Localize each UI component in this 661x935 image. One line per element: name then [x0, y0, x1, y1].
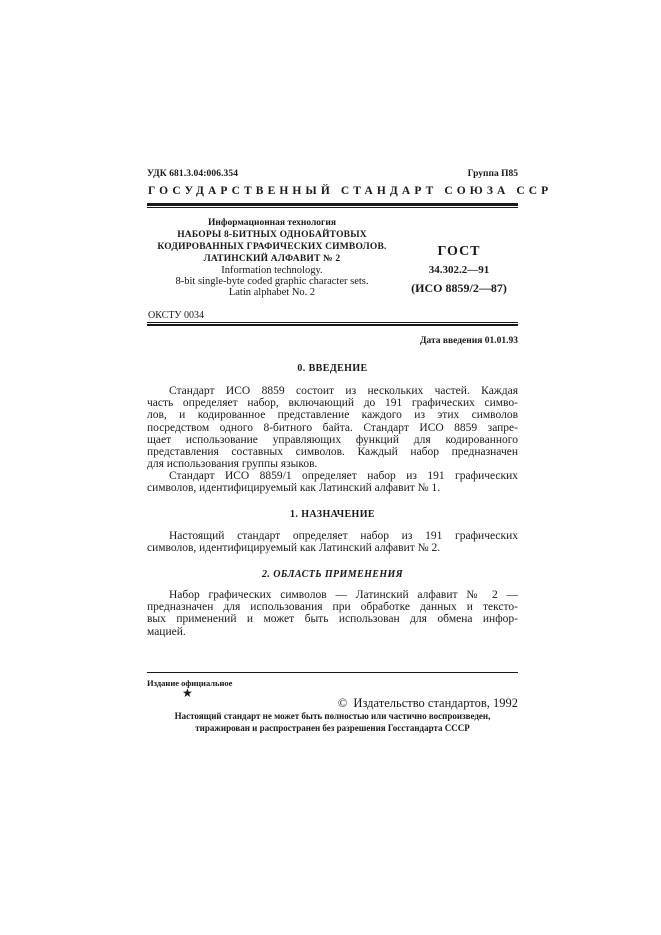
publisher-line — [338, 696, 518, 711]
introduction-paragraph-1 — [147, 385, 518, 470]
header-rule-thick — [147, 203, 518, 206]
title-line-ru-2: КОДИРОВАННЫХ ГРАФИЧЕСКИХ СИМВОЛОВ. — [157, 242, 387, 252]
notice-line-1: Настоящий стандарт не может быть полностью или частично воспроизведен, — [174, 711, 491, 721]
header-rule-thin — [147, 207, 518, 208]
text-line: представления составных символов. Каждый набор предназначен — [147, 446, 518, 459]
text-line: Стандарт ИСО 8859/1 определяет набор из 191 графических — [169, 470, 518, 482]
gost-block — [400, 243, 518, 297]
mid-rule-thin — [147, 322, 518, 323]
section-heading-scope: 2. ОБЛАСТЬ ПРИМЕНЕНИЯ — [262, 569, 403, 580]
title-line-en-3: Latin alphabet No. 2 — [228, 287, 316, 298]
title-block — [147, 217, 397, 298]
text-line: для использования группы языков. — [147, 458, 318, 471]
iso-reference: (ИСО 8859/2—87) — [411, 281, 507, 295]
title-subject: Информационная технология — [208, 218, 336, 228]
group-code: Группа П85 — [467, 169, 518, 179]
text-line: символов, идентифицируемый как Латинский алфавит № 2. — [147, 542, 441, 555]
star-icon: ★ — [182, 686, 193, 700]
section-heading-introduction: 0. ВВЕДЕНИЕ — [297, 363, 368, 374]
footer-rule — [147, 672, 518, 673]
official-edition-label: Издание официальное — [147, 678, 233, 688]
text-line: символов, идентифицируемый как Латинский алфавит № 1. — [147, 482, 441, 495]
section-heading-purpose: 1. НАЗНАЧЕНИЕ — [290, 509, 375, 520]
introduction-paragraph-2 — [147, 470, 518, 494]
title-line-ru-1: НАБОРЫ 8-БИТНЫХ ОДНОБАЙТОВЫХ — [177, 230, 367, 240]
scope-paragraph — [147, 589, 518, 638]
notice-line-2: тиражирован и распространен без разрешения Госстандарта СССР — [195, 722, 470, 733]
title-line-ru-3: ЛАТИНСКИЙ АЛФАВИТ № 2 — [203, 254, 341, 264]
text-line: Настоящий стандарт определяет набор из 191 графических — [169, 530, 518, 542]
text-line: щает использование управляющих функций для кодированного — [147, 433, 518, 446]
gost-number: 34.302.2—91 — [428, 264, 490, 276]
text-line: посредством одного 8-битного байта. Стандарт ИСО 8859 запре- — [147, 421, 518, 434]
publisher-name: Издательство стандартов, 1992 — [353, 696, 518, 710]
udk-code: УДК 681.3.04:006.354 — [147, 169, 239, 179]
okstu-code: ОКСТУ 0034 — [148, 310, 205, 321]
text-line: вых применений и может быть использован для обмена инфор- — [147, 613, 518, 626]
text-line: Стандарт ИСО 8859 состоит из нескольких частей. Каждая — [169, 385, 518, 397]
date-of-introduction: Дата введения 01.01.93 — [419, 336, 518, 346]
reproduction-notice — [147, 711, 518, 734]
text-line: Набор графических символов — Латинский алфавит № 2 — — [169, 589, 518, 601]
state-standard-title: ГОСУДАРСТВЕННЫЙ СТАНДАРТ СОЮЗА ССР — [148, 185, 553, 197]
gost-label: ГОСТ — [437, 244, 481, 259]
text-line: часть определяет набор, включающий до 191 графических симво- — [147, 397, 518, 410]
title-line-en-2: 8-bit single-byte coded graphic character sets. — [175, 276, 369, 287]
text-line: предназначен для использования при обработке данных и тексто- — [147, 601, 518, 614]
text-line: мацией. — [147, 625, 186, 638]
title-line-en-1: Information technology. — [221, 265, 323, 276]
text-line: лов, и кодированное представление каждого из этих символов — [147, 409, 518, 422]
mid-rule-thick — [147, 324, 518, 326]
purpose-paragraph — [147, 530, 518, 554]
copyright-icon: © — [337, 696, 348, 710]
